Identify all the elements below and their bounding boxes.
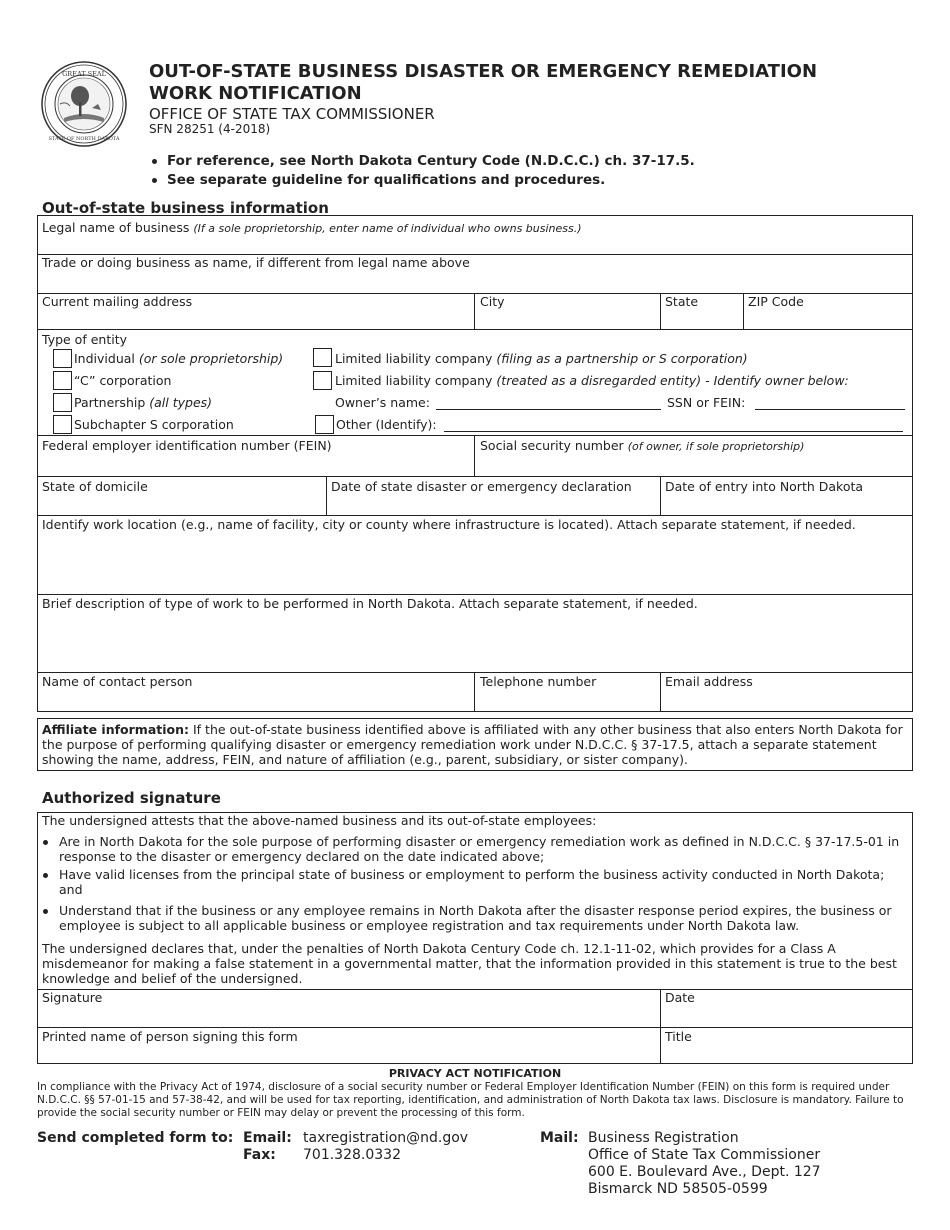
state-field[interactable]: State (665, 294, 699, 309)
attestation-intro: The undersigned attests that the above-named business and its out-of-state employees: (42, 813, 597, 828)
individual-option-label: Individual (or sole proprietorship) (74, 351, 284, 366)
agency-name: OFFICE OF STATE TAX COMMISSIONER (149, 105, 435, 123)
owner-name-label: Owner’s name: (335, 395, 430, 410)
affiliate-info-text: Affiliate information: If the out-of-state business identified above is affiliated with any other business that also enters North Dakota for the purpose of performing qualifying disaster or emergency remediation work under N.D.C.C. § 37-17.5, attach a separate statement showing the name, address, FEIN, and nature of affiliation (e.g., parent, subsidiary, or sister company). (42, 722, 903, 767)
partnership-option-label: Partnership (all types) (74, 395, 213, 410)
reference-note: For reference, see North Dakota Century Code (N.D.C.C.) ch. 37-17.5. (167, 153, 695, 169)
bullet-dot (152, 178, 157, 183)
c-corporation-option-label: “C” corporation (74, 373, 172, 388)
email-field[interactable]: Email address (665, 674, 753, 689)
zip-code-field[interactable]: ZIP Code (748, 294, 804, 309)
legal-name-label: Legal name of business (42, 220, 190, 235)
mail-address-line: Office of State Tax Commissioner (588, 1147, 821, 1163)
work-description-field[interactable]: Brief description of type of work to be performed in North Dakota. Attach separate statement, if needed. (42, 596, 698, 611)
ssn-note: (of owner, if sole proprietorship) (627, 440, 805, 453)
attestation-bullet-2: Have valid licenses from the principal state of business or employment to perform the business activity conducted in North Dakota; and (59, 867, 885, 897)
form-title-line2: WORK NOTIFICATION (149, 83, 362, 104)
other-entity-input[interactable] (444, 431, 903, 432)
email-address-link[interactable]: taxregistration@nd.gov (303, 1130, 469, 1146)
fax-number: 701.328.0332 (303, 1147, 401, 1163)
legal-name-field[interactable] (42, 221, 582, 236)
form-title-line1: OUT-OF-STATE BUSINESS DISASTER OR EMERGENCY REMEDIATION (149, 61, 818, 82)
individual-checkbox[interactable] (53, 349, 72, 368)
attestation-bullet-1: Are in North Dakota for the sole purpose of performing disaster or emergency remediation work as defined in N.D.C.C. § 37-17.5-01 in response to the disaster or emergency declared on the date indicated above; (59, 834, 900, 864)
mailing-address-field[interactable]: Current mailing address (42, 294, 193, 309)
penalty-declaration: The undersigned declares that, under the penalties of North Dakota Century Code ch. 12.1-11-02, which provides for a Class A misdemeanor for making a false statement in a governmental matter, that the information provided in this statement is true to the best knowledge and belief of the undersigned. (42, 941, 897, 986)
ssn-fein-input[interactable] (755, 409, 905, 410)
llc-partnership-option-label: Limited liability company (filing as a partnership or S corporation) (335, 351, 748, 366)
bullet-dot (152, 159, 157, 164)
mail-address-line: Bismarck ND 58505-0599 (588, 1181, 768, 1197)
city-field[interactable]: City (480, 294, 505, 309)
s-corporation-checkbox[interactable] (53, 415, 72, 434)
fein-field[interactable]: Federal employer identification number (FEIN) (42, 438, 332, 453)
signature-date-field[interactable]: Date (665, 990, 695, 1005)
attestation-bullet-3: Understand that if the business or any employee remains in North Dakota after the disaster response period expires, the business or employee is subject to all applicable business or employee registration and tax requirements under North Dakota law. (59, 903, 892, 933)
trade-name-field[interactable]: Trade or doing business as name, if different from legal name above (42, 255, 470, 270)
state-of-domicile-field[interactable]: State of domicile (42, 479, 148, 494)
entry-date-field[interactable]: Date of entry into North Dakota (665, 479, 864, 494)
title-field[interactable]: Title (665, 1029, 692, 1044)
contact-person-field[interactable]: Name of contact person (42, 674, 193, 689)
send-form-label: Send completed form to: (37, 1130, 234, 1146)
seal-text-top: GREAT SEAL (62, 70, 106, 78)
privacy-heading: PRIVACY ACT NOTIFICATION (388, 1067, 562, 1080)
section-heading-signature: Authorized signature (42, 789, 221, 807)
llc-disregarded-option-label: Limited liability company (treated as a disregarded entity) - Identify owner below: (335, 373, 849, 388)
disaster-declaration-date-field[interactable]: Date of state disaster or emergency declaration (331, 479, 632, 494)
guideline-note: See separate guideline for qualifications and procedures. (167, 172, 606, 188)
other-entity-label: Other (Identify): (336, 417, 437, 432)
printed-name-field[interactable]: Printed name of person signing this form (42, 1029, 298, 1044)
llc-disregarded-checkbox[interactable] (313, 371, 332, 390)
ssn-label: Social security number (480, 438, 624, 453)
c-corporation-checkbox[interactable] (53, 371, 72, 390)
mail-address-line: Business Registration (588, 1130, 739, 1146)
state-seal (40, 60, 128, 148)
llc-partnership-checkbox[interactable] (313, 348, 332, 367)
privacy-text: In compliance with the Privacy Act of 1974, disclosure of a social security number or Federal Employer Identification Number (FEIN) on this form is required under N.D.C.C. §§ 57-01-15 and 57-38-42, and will be used for tax reporting, identification, and administration of North Dakota tax laws. Disclosure is mandatory. Failure to provide the social security number or FEIN may delay or prevent the processing of this form. (37, 1081, 904, 1119)
work-location-field[interactable]: Identify work location (e.g., name of facility, city or county where infrastructure is located). Attach separate statement, if needed. (42, 517, 856, 532)
mail-label: Mail: (540, 1130, 579, 1146)
business-info-table (37, 215, 913, 712)
partnership-checkbox[interactable] (53, 393, 72, 412)
signature-field[interactable]: Signature (42, 990, 103, 1005)
other-entity-checkbox[interactable] (315, 415, 334, 434)
legal-name-note: (If a sole proprietorship, enter name of individual who owns business.) (193, 222, 582, 235)
s-corporation-option-label: Subchapter S corporation (74, 417, 234, 432)
ssn-fein-label: SSN or FEIN: (667, 395, 746, 410)
form-number: SFN 28251 (4-2018) (149, 122, 271, 136)
fax-label: Fax: (243, 1147, 276, 1163)
seal-text-bottom: STATE OF NORTH DAKOTA (48, 136, 120, 142)
bullet-dot (43, 873, 48, 878)
bullet-dot (43, 840, 48, 845)
entity-type-label: Type of entity (42, 332, 127, 347)
telephone-field[interactable]: Telephone number (480, 674, 597, 689)
ssn-field[interactable] (480, 439, 804, 454)
section-heading-business: Out-of-state business information (42, 199, 329, 217)
mail-address-line: 600 E. Boulevard Ave., Dept. 127 (588, 1164, 821, 1180)
owner-name-input[interactable] (436, 409, 661, 410)
bullet-dot (43, 909, 48, 914)
email-label: Email: (243, 1130, 292, 1146)
